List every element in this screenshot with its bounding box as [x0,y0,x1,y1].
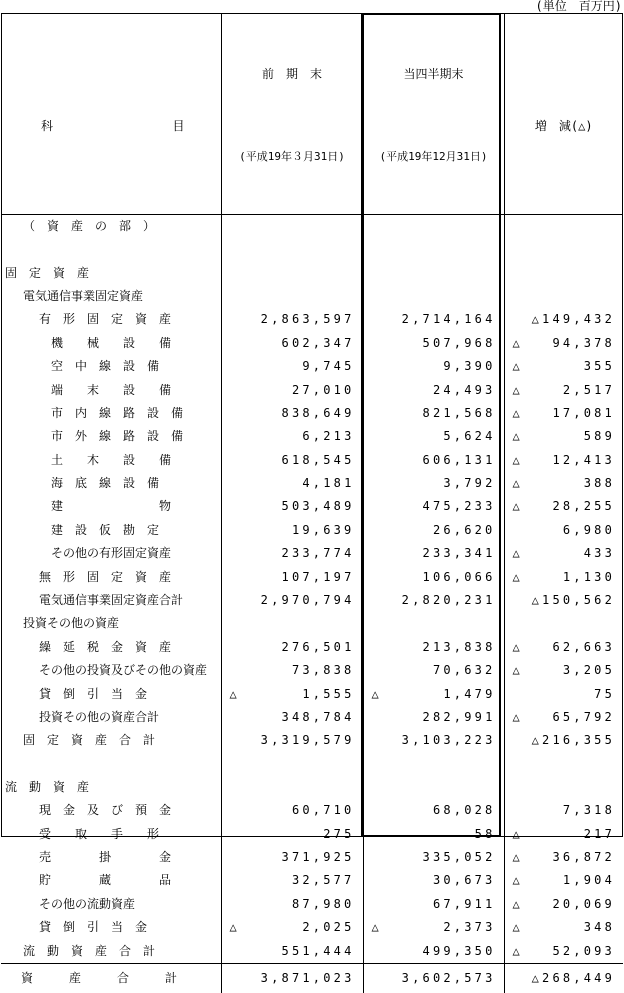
row-label: 市 内 線 路 設 備 [51,405,184,420]
change-value: △ 65,792 [504,706,623,729]
current-value: 58 [363,822,504,845]
header-current-date: (平成19年12月31日) [379,150,488,163]
table-row [1,355,623,378]
change-value: △ 62,663 [504,636,623,659]
current-value [363,238,504,261]
current-value [363,753,504,776]
table-row [1,589,623,612]
change-value [504,261,623,284]
current-value: 3,792 [363,472,504,495]
current-value: 2,820,231 [363,589,504,612]
current-value: 606,131 [363,449,504,472]
prev-value: 276,501 [221,636,363,659]
current-value: △ 2,373 [363,916,504,939]
prev-value: 32,577 [221,869,363,892]
prev-value: 348,784 [221,706,363,729]
row-label [1,238,221,261]
row-label: 機 械 設 備 [51,335,172,350]
prev-value [221,285,363,308]
row-label: 投資その他の資産合計 [39,710,160,724]
change-value [504,215,623,239]
table-row [1,472,623,495]
prev-value: 618,545 [221,449,363,472]
header-prev-title: 前 期 末 [261,67,322,81]
current-value: 5,624 [363,425,504,448]
prev-value: △ 1,555 [221,682,363,705]
change-value [504,753,623,776]
current-value: 282,991 [363,706,504,729]
prev-value: 2,970,794 [221,589,363,612]
table-row [1,753,623,776]
table-row [1,822,623,845]
row-label: 土 木 設 備 [51,452,172,467]
unit-note: (単位 百万円) [535,0,622,13]
header-change-title: 増 減(△) [534,119,593,133]
header-prev-date: (平成19年３月31日) [239,150,345,163]
table-row [1,378,623,401]
change-value: △ 17,081 [504,402,623,425]
table-row [1,659,623,682]
header-current [363,13,504,215]
current-value [363,285,504,308]
row-label: （ 資 産 の 部 ） [23,219,156,234]
prev-value: △ 2,025 [221,916,363,939]
change-value: △ 1,904 [504,869,623,892]
row-label: 流 動 資 産 [5,779,90,794]
prev-value [221,261,363,284]
change-value: △ 12,413 [504,449,623,472]
header-account [1,13,221,215]
row-label: 市 外 線 路 設 備 [51,429,184,444]
row-label: 投資その他の資産 [23,616,120,631]
row-label: その他の有形固定資産 [51,546,172,561]
row-label: 固 定 資 産 合 計 [23,733,156,748]
change-value: △ 36,872 [504,846,623,869]
row-label: 無 形 固 定 資 産 [39,569,172,584]
header-change [504,13,623,215]
prev-value: 73,838 [221,659,363,682]
table-row [1,215,623,239]
change-value [504,776,623,799]
table-row [1,799,623,822]
row-label: 空 中 線 設 備 [51,359,160,374]
prev-value [221,612,363,635]
change-value: △150,562 [504,589,623,612]
prev-value: 87,980 [221,893,363,916]
change-value [504,612,623,635]
table-row [1,916,623,939]
table-row [1,285,623,308]
grand-total-prev: 3,871,023 [221,963,363,993]
row-label: 端 末 設 備 [51,382,172,397]
table-row [1,519,623,542]
prev-value: 27,010 [221,378,363,401]
current-value: 475,233 [363,495,504,518]
change-value: △ 388 [504,472,623,495]
prev-value: 3,319,579 [221,729,363,752]
row-label: 電気通信事業固定資産合計 [39,593,184,608]
row-label [1,753,221,776]
prev-value: 371,925 [221,846,363,869]
table-row [1,238,623,261]
change-value: 75 [504,682,623,705]
change-value: △ 348 [504,916,623,939]
row-label: 貸 倒 引 当 金 [39,920,148,935]
table-body [1,215,623,964]
current-value: 335,052 [363,846,504,869]
prev-value: 503,489 [221,495,363,518]
change-value: △216,355 [504,729,623,752]
change-value [504,285,623,308]
current-value: 3,103,223 [363,729,504,752]
row-label: 繰 延 税 金 資 産 [39,639,172,654]
current-value: 821,568 [363,402,504,425]
change-value: △ 28,255 [504,495,623,518]
header-account-left: 科 [41,119,54,133]
table-row [1,565,623,588]
prev-value [221,776,363,799]
prev-value: 107,197 [221,565,363,588]
table-row [1,682,623,705]
table-row [1,495,623,518]
table-row [1,261,623,284]
row-label: 有 形 固 定 資 産 [39,312,172,327]
prev-value: 275 [221,822,363,845]
row-label: その他の流動資産 [39,896,136,911]
row-label: 建 設 仮 勘 定 [51,522,160,537]
change-value: △ 2,517 [504,378,623,401]
current-value: 2,714,164 [363,308,504,331]
current-value: 68,028 [363,799,504,822]
current-value: 67,911 [363,893,504,916]
prev-value: 2,863,597 [221,308,363,331]
change-value: △ 94,378 [504,332,623,355]
prev-value: 9,745 [221,355,363,378]
change-value: △149,432 [504,308,623,331]
table-row [1,332,623,355]
table-row [1,402,623,425]
prev-value: 19,639 [221,519,363,542]
prev-value: 233,774 [221,542,363,565]
table-row [1,612,623,635]
row-label: 現 金 及 び 預 金 [39,803,172,818]
current-value: 26,620 [363,519,504,542]
balance-sheet-table [1,13,623,993]
grand-total-change: △268,449 [504,963,623,993]
change-value: △ 433 [504,542,623,565]
prev-value [221,238,363,261]
current-value: 24,493 [363,378,504,401]
table-row [1,729,623,752]
header-prev [221,13,363,215]
grand-total-row [1,963,623,993]
change-value: △ 1,130 [504,565,623,588]
row-label: 電気通信事業固定資産 [23,288,144,303]
prev-value: 602,347 [221,332,363,355]
table-row [1,542,623,565]
current-value: 9,390 [363,355,504,378]
header-row [1,13,623,215]
current-value [363,776,504,799]
change-value: △ 52,093 [504,939,623,963]
change-value: △ 217 [504,822,623,845]
header-account-right: 目 [172,119,185,133]
change-value: △ 3,205 [504,659,623,682]
current-value: 507,968 [363,332,504,355]
current-value: 106,066 [363,565,504,588]
table-row [1,425,623,448]
row-label: 受 取 手 形 [39,826,160,841]
row-label: 貯 蔵 品 [39,873,172,888]
table-row [1,636,623,659]
current-value: 70,632 [363,659,504,682]
prev-value: 4,181 [221,472,363,495]
table-row [1,846,623,869]
grand-total-current: 3,602,573 [363,963,504,993]
row-label: 海 底 線 設 備 [51,476,160,491]
table-row [1,776,623,799]
prev-value: 551,444 [221,939,363,963]
header-current-title: 当四半期末 [403,67,464,81]
row-label: 売 掛 金 [39,849,172,864]
grand-total-label: 資 産 合 計 [1,963,221,993]
row-label: その他の投資及びその他の資産 [39,663,208,678]
prev-value: 6,213 [221,425,363,448]
current-value: 233,341 [363,542,504,565]
change-value [504,238,623,261]
prev-value [221,215,363,239]
change-value: △ 589 [504,425,623,448]
row-label: 固 定 資 産 [5,265,90,280]
row-label: 貸 倒 引 当 金 [39,686,148,701]
prev-value: 838,649 [221,402,363,425]
table-row [1,449,623,472]
row-label: 流 動 資 産 合 計 [23,943,156,958]
table-row [1,706,623,729]
change-value: △ 355 [504,355,623,378]
current-value: △ 1,479 [363,682,504,705]
current-value [363,612,504,635]
change-value: △ 20,069 [504,893,623,916]
current-value: 499,350 [363,939,504,963]
current-value [363,215,504,239]
prev-value [221,753,363,776]
table-row [1,308,623,331]
table-row [1,939,623,963]
current-value: 30,673 [363,869,504,892]
current-value: 213,838 [363,636,504,659]
table-row [1,893,623,916]
row-label: 建 物 [51,499,172,514]
current-value [363,261,504,284]
change-value: 7,318 [504,799,623,822]
table-row [1,869,623,892]
change-value: 6,980 [504,519,623,542]
prev-value: 60,710 [221,799,363,822]
